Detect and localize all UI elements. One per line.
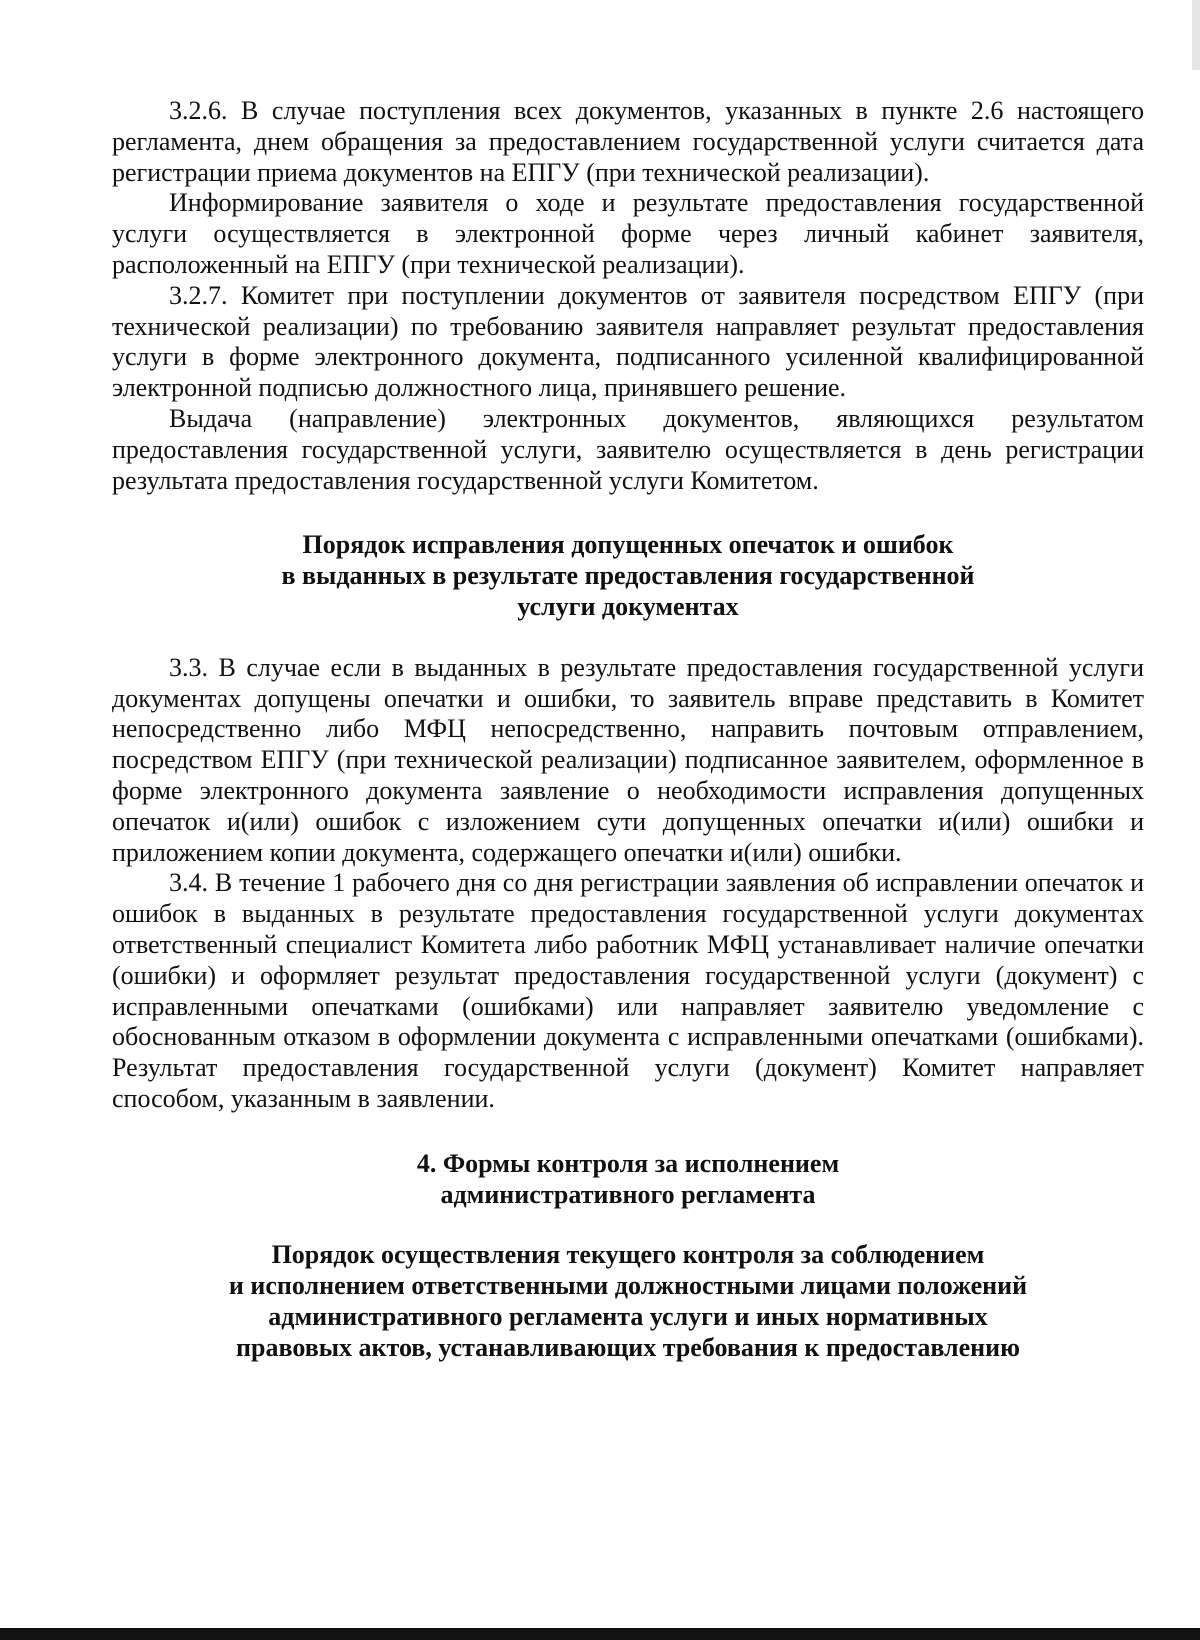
scan-edge-shadow xyxy=(1192,0,1200,70)
heading-line: 4. Формы контроля за исполнением xyxy=(416,1148,840,1178)
heading-corrections xyxy=(112,530,1144,622)
heading-current-control xyxy=(112,1240,1144,1363)
heading-line: административного регламента xyxy=(440,1179,816,1209)
heading-line: правовых актов, устанавливающих требования к предоставлению xyxy=(236,1332,1020,1362)
heading-line: услуги документах xyxy=(517,591,739,621)
heading-line: Порядок осуществления текущего контроля за соблюдением xyxy=(271,1240,985,1270)
heading-line: в выданных в результате предоставления государственной xyxy=(281,561,975,591)
paragraph-3-2-7: 3.2.7. Комитет при поступлении документов от заявителя посредством ЕПГУ (при технической реализации) по требованию заявителя направляет результат предоставления услуги в форме электронного документа, подписанного усиленной квалифицированной электронной подписью должностного лица, принявшего решение. xyxy=(112,280,1144,403)
heading-line: Порядок исправления допущенных опечаток и ошибок xyxy=(302,530,954,560)
heading-line: административного регламента услуги и иных нормативных xyxy=(268,1301,988,1331)
paragraph-issuance: Выдача (направление) электронных документов, являющихся результатом предоставления государственной услуги, заявителю осуществляется в день регистрации результата предоставления государственной услуги Комитетом. xyxy=(112,403,1144,495)
paragraph-informing: Информирование заявителя о ходе и результате предоставления государственной услуги осуществляется в электронной форме через личный кабинет заявителя, расположенный на ЕПГУ (при технической реализации). xyxy=(112,188,1144,279)
document-page xyxy=(112,96,1144,1363)
paragraph-3-4: 3.4. В течение 1 рабочего дня со дня регистрации заявления об исправлении опечаток и ошибок в выданных в результате предоставления государственной услуги документах ответственный специалист Комитета либо работник МФЦ устанавливает наличие опечатки (ошибки) и оформляет результат предоставления государственной услуги (документ) с исправленными опечатками (ошибками) или направляет заявителю уведомление с обоснованным отказом в оформлении документа с исправленными опечатками (ошибками). Результат предоставления государственной услуги (документ) Комитет направляет способом, указанным в заявлении. xyxy=(112,868,1144,1113)
paragraph-3-2-6: 3.2.6. В случае поступления всех документов, указанных в пункте 2.6 настоящего регламента, днем обращения за предоставлением государственной услуги считается дата регистрации приема документов на ЕПГУ (при технической реализации). xyxy=(112,96,1144,187)
heading-section-4 xyxy=(112,1149,1144,1211)
heading-line: и исполнением ответственными должностными лицами положений xyxy=(228,1271,1028,1301)
scan-bottom-edge xyxy=(0,1628,1200,1640)
paragraph-3-3: 3.3. В случае если в выданных в результате предоставления государственной услуги документах допущены опечатки и ошибки, то заявитель вправе представить в Комитет непосредственно либо МФЦ непосредственно, направить почтовым отправлением, посредством ЕПГУ (при технической реализации) подписанное заявителем, оформленное в форме электронного документа заявление о необходимости исправления допущенных опечаток и(или) ошибок с изложением сути допущенных опечатки и(или) ошибки и приложением копии документа, содержащего опечатки и(или) ошибки. xyxy=(112,652,1144,867)
